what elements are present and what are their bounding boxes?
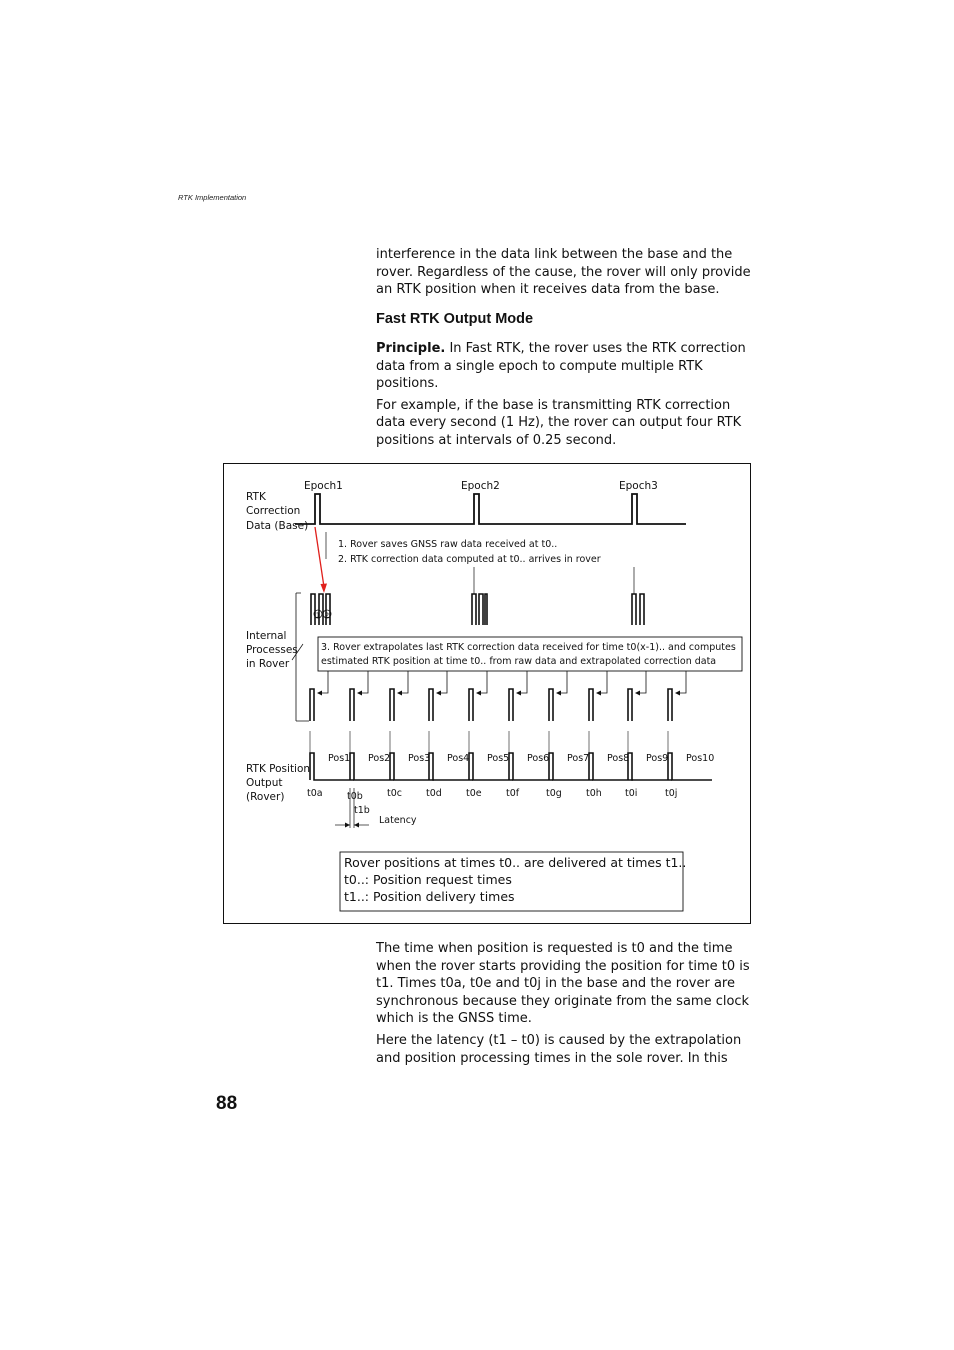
- time-label: t0i: [625, 788, 638, 799]
- note-3-line-1: 3. Rover extrapolates last RTK correction data received for time t0(x-1).. and computes: [321, 642, 736, 653]
- time-label: t0c: [387, 788, 402, 799]
- dropdown-arrow: [678, 671, 686, 693]
- dropdown-arrow-head: [476, 691, 481, 696]
- t1-label: t1b: [354, 805, 370, 816]
- base-correction-signal: [295, 494, 686, 524]
- internal-pulses: [311, 594, 644, 625]
- time-label: t0e: [466, 788, 482, 799]
- compute-pulse: [390, 689, 394, 721]
- dropdown-arrow: [599, 671, 607, 693]
- row-label-output-2: Output: [246, 777, 283, 789]
- position-label: Pos2: [368, 753, 391, 764]
- row-label-correction-3: Data (Base): [246, 520, 309, 532]
- position-label: Pos7: [567, 753, 590, 764]
- compute-pulse: [310, 689, 314, 721]
- running-head: RTK Implementation: [178, 193, 247, 202]
- compute-pulse: [429, 689, 433, 721]
- dropdown-arrow: [360, 671, 368, 693]
- position-label: Pos6: [527, 753, 550, 764]
- dropdown-arrow-head: [317, 691, 322, 696]
- step-circle-label-2: 2: [324, 611, 330, 620]
- note-3-line-2: estimated RTK position at time t0.. from raw data and extrapolated correction data: [321, 656, 717, 667]
- epoch-label-3: Epoch3: [619, 480, 658, 492]
- dropdown-arrow-head: [516, 691, 521, 696]
- internal-pulse: [326, 594, 330, 625]
- legend-line-3: t1..: Position delivery times: [344, 889, 515, 904]
- section-heading: Fast RTK Output Mode: [376, 311, 534, 327]
- legend-line-2: t0..: Position request times: [344, 872, 512, 887]
- internal-pulse: [640, 594, 644, 625]
- dropdown-arrow-head: [596, 691, 601, 696]
- principle-lead: Principle.: [376, 341, 446, 356]
- internal-pulse: [311, 594, 315, 625]
- dropdown-arrow-head: [397, 691, 402, 696]
- time-label: t0j: [665, 788, 678, 799]
- row-label-correction-1: RTK: [246, 491, 266, 503]
- internal-pulse: [485, 594, 487, 625]
- paragraph: Here the latency (t1 – t0) is caused by the extrapolation and position processing times in the sole rover. In this: [376, 1032, 742, 1066]
- position-label: Pos10: [686, 753, 715, 764]
- example-paragraph: For example, if the base is transmitting RTK correction data every second (1 Hz), the rover can output four RTK positions at intervals of 0.25 second.: [376, 397, 742, 448]
- dropdown-arrow: [439, 671, 447, 693]
- internal-pulse: [472, 594, 476, 625]
- latency-arrow-right-head: [354, 823, 359, 828]
- generated-timeline: [307, 671, 714, 802]
- diagram-svg: [223, 463, 751, 924]
- time-label: t0a: [307, 788, 323, 799]
- dropdown-arrow: [519, 671, 527, 693]
- latency-label: Latency: [379, 815, 417, 826]
- dropdown-arrow-head: [635, 691, 640, 696]
- legend-line-1: Rover positions at times t0.. are delivered at times t1..: [344, 855, 687, 870]
- red-arrow-line: [315, 527, 324, 587]
- bottom-text-block: [376, 940, 756, 1071]
- internal-pulse: [319, 594, 323, 625]
- time-label: t0f: [506, 788, 520, 799]
- epoch-label-1: Epoch1: [304, 480, 343, 492]
- fast-rtk-diagram: [223, 463, 751, 924]
- internal-bracket: [296, 593, 309, 721]
- internal-pulse: [632, 594, 636, 625]
- dropdown-arrow: [559, 671, 567, 693]
- page-number: 88: [216, 1093, 238, 1114]
- note-2: 2. RTK correction data computed at t0.. arrives in rover: [338, 554, 601, 565]
- compute-pulse: [668, 689, 672, 721]
- dropdown-arrow: [320, 671, 328, 693]
- time-label: t0g: [546, 788, 562, 799]
- compute-pulse: [589, 689, 593, 721]
- dropdown-arrow: [479, 671, 487, 693]
- row-label-internal-1: Internal: [246, 630, 287, 642]
- principle-block: [376, 340, 756, 454]
- paragraph: The time when position is requested is t0 and the time when the rover starts providing the position for time t0 is t1. Times t0a, t0e and t0j in the base and the rover are synchronous because they originate from the same clock which is the GNSS time.: [376, 941, 750, 1027]
- red-arrow-head: [321, 584, 328, 594]
- dropdown-arrow-head: [436, 691, 441, 696]
- time-label: t0h: [586, 788, 602, 799]
- row-label-internal-3: in Rover: [246, 658, 290, 670]
- position-label: Pos8: [607, 753, 630, 764]
- epoch-label-2: Epoch2: [461, 480, 500, 492]
- time-label: t0b: [347, 791, 363, 802]
- dropdown-arrow-head: [357, 691, 362, 696]
- position-label: Pos4: [447, 753, 470, 764]
- principle-paragraph: [376, 340, 756, 393]
- compute-pulse: [350, 689, 354, 721]
- latency-arrow-left-head: [345, 823, 350, 828]
- row-label-output-3: (Rover): [246, 791, 285, 803]
- compute-pulse: [549, 689, 553, 721]
- compute-pulse: [509, 689, 513, 721]
- row-label-internal-2: Processes: [246, 644, 298, 656]
- time-label: t0d: [426, 788, 442, 799]
- dropdown-arrow: [400, 671, 408, 693]
- step-circle-label-1: 1: [315, 611, 321, 620]
- row-label-correction-2: Correction: [246, 505, 301, 517]
- position-label: Pos1: [328, 753, 351, 764]
- compute-pulse: [469, 689, 473, 721]
- principle-text: In Fast RTK, the rover uses the RTK correction data from a single epoch to compute multiple RTK positions.: [376, 341, 746, 392]
- dropdown-arrow-head: [675, 691, 680, 696]
- top-text-block: [376, 246, 756, 303]
- note-1: 1. Rover saves GNSS raw data received at t0..: [338, 539, 558, 550]
- position-label: Pos9: [646, 753, 669, 764]
- position-label: Pos3: [408, 753, 431, 764]
- row-label-output-1: RTK Position: [246, 763, 311, 775]
- dropdown-arrow-head: [556, 691, 561, 696]
- compute-pulse: [628, 689, 632, 721]
- paragraph: interference in the data link between the base and the rover. Regardless of the cause, the rover will only provide an RTK position when it receives data from the base.: [376, 247, 751, 298]
- internal-pulse: [479, 594, 483, 625]
- dropdown-arrow: [638, 671, 646, 693]
- position-label: Pos5: [487, 753, 510, 764]
